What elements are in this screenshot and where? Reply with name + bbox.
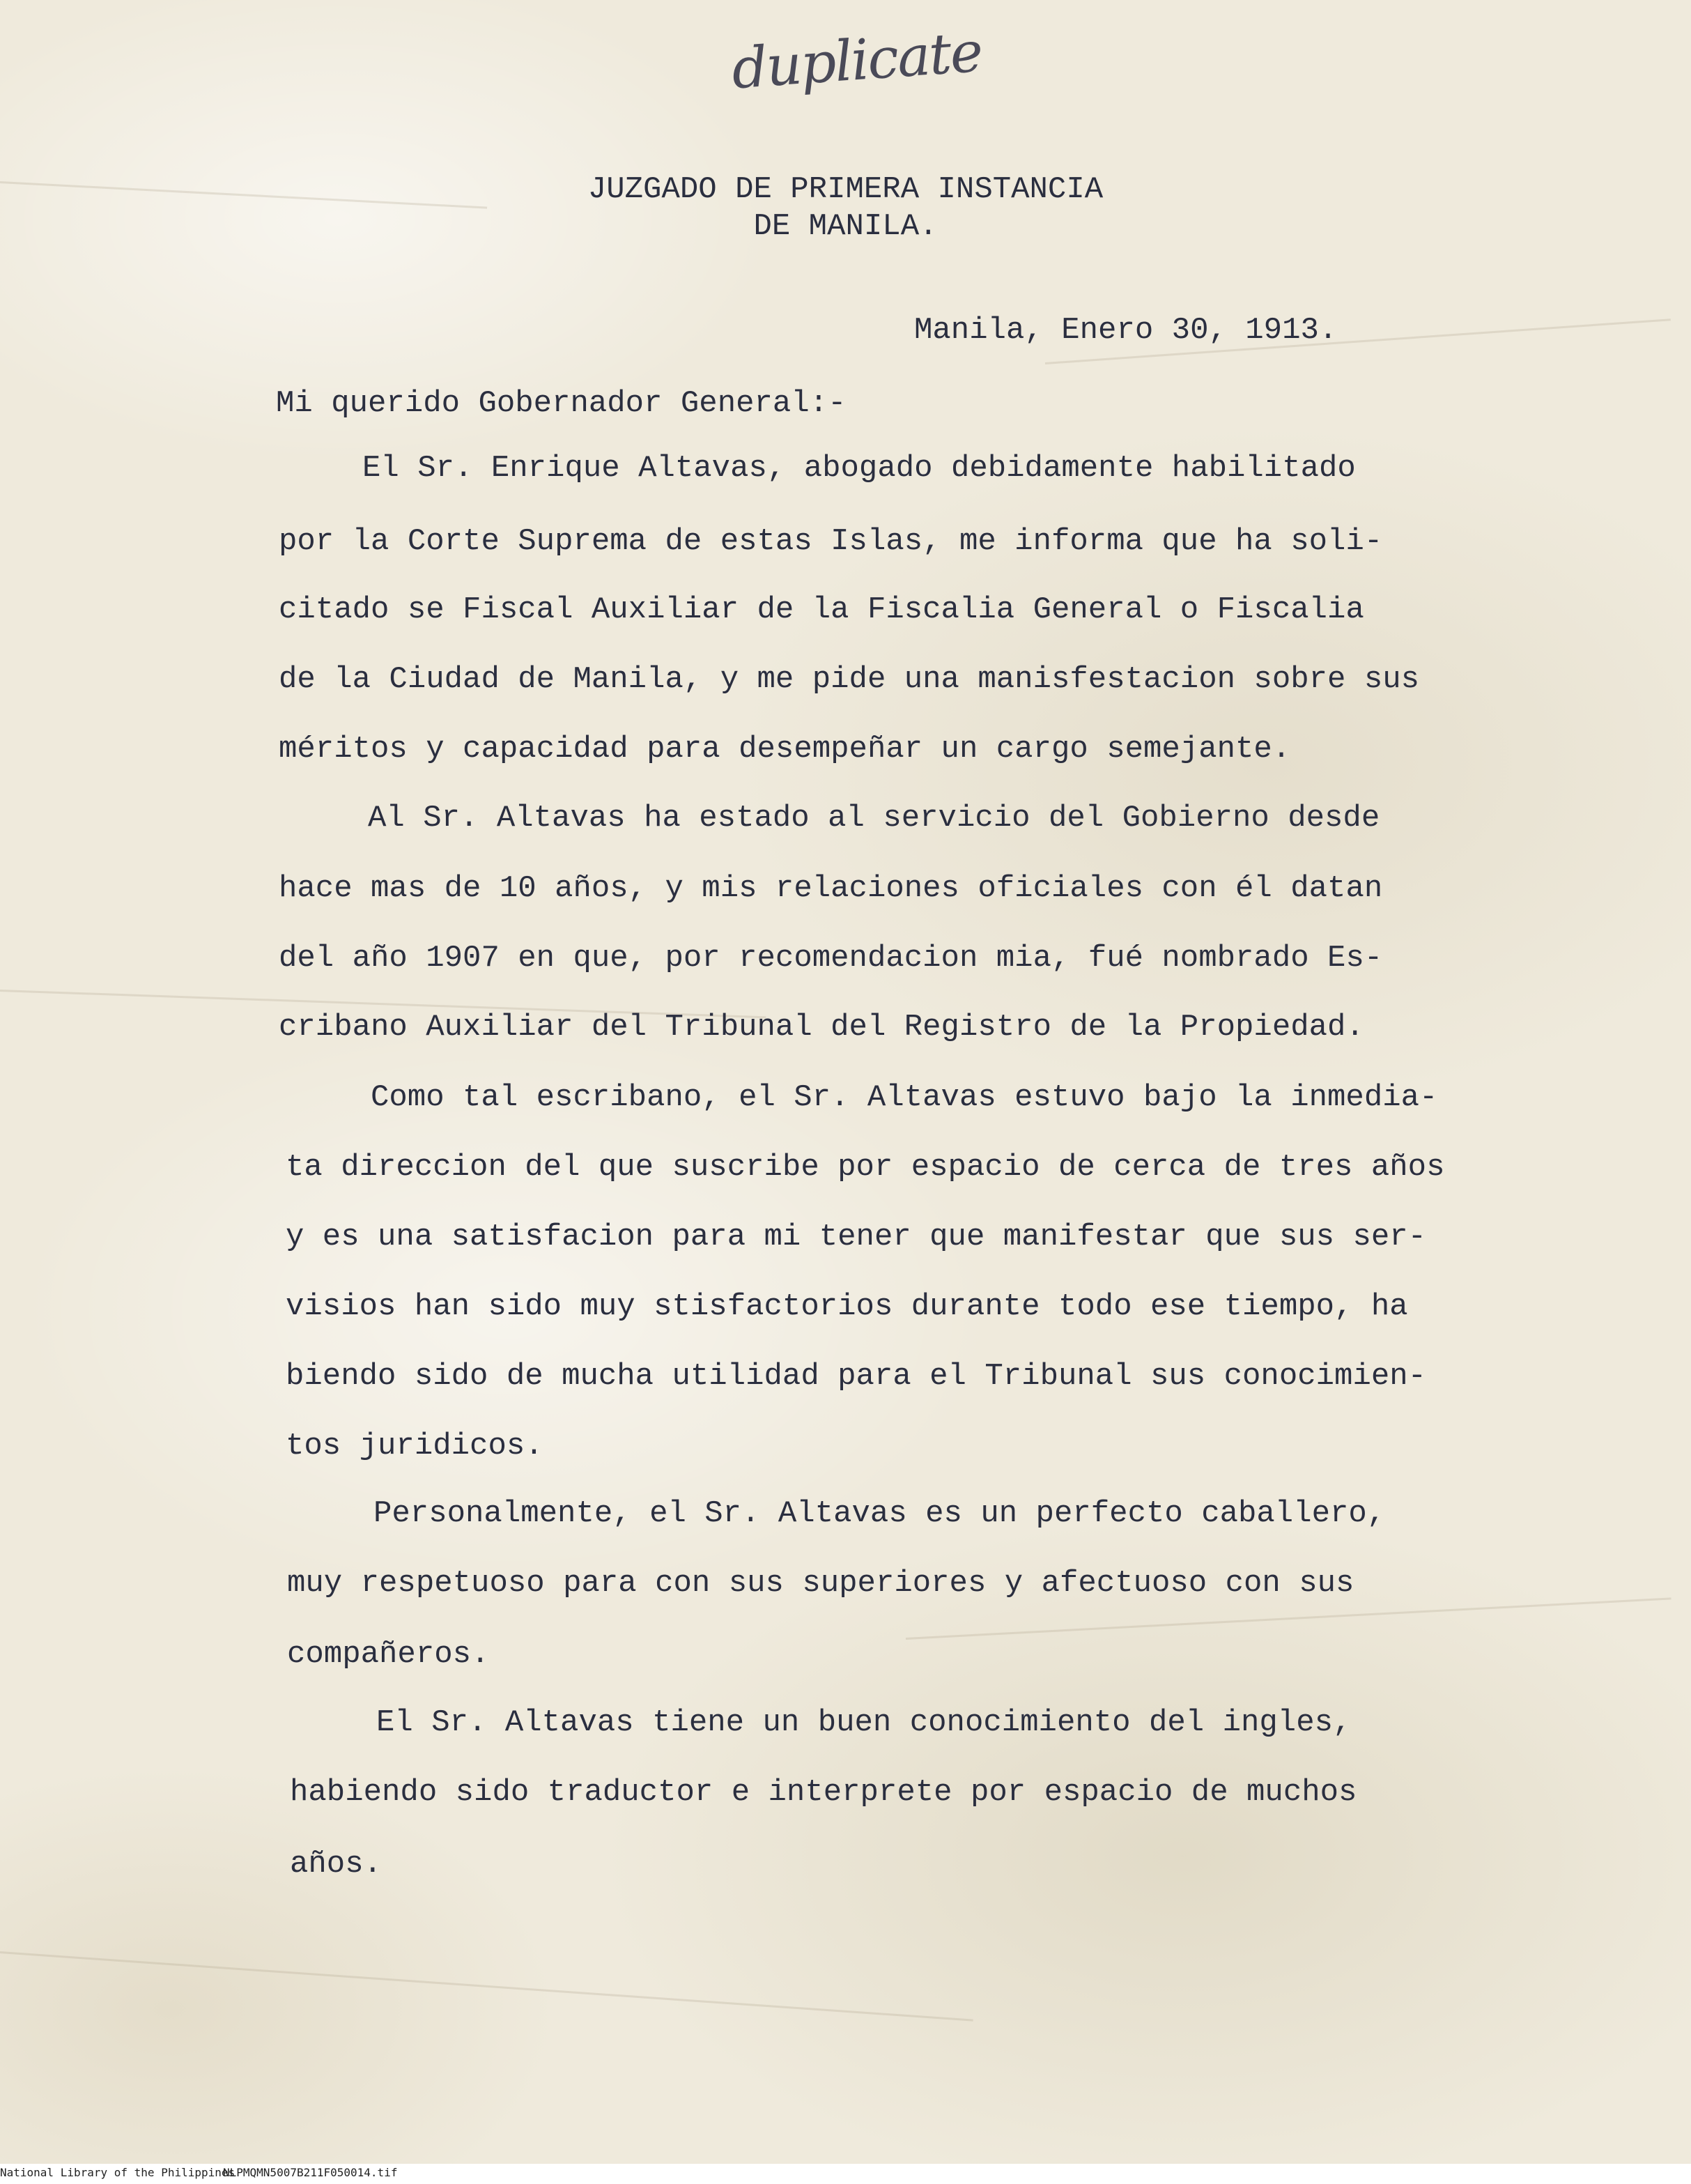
body-line: por la Corte Suprema de estas Islas, me informa que ha soli- (279, 524, 1383, 559)
body-line: citado se Fiscal Auxiliar de la Fiscalia General o Fiscalia (279, 592, 1364, 627)
body-line: El Sr. Enrique Altavas, abogado debidamente habilitado (362, 451, 1356, 486)
body-line: hace mas de 10 años, y mis relaciones oficiales con él datan (279, 871, 1383, 906)
footer-filename: NLPMQMN5007B211F050014.tif (223, 2166, 398, 2179)
letter-date: Manila, Enero 30, 1913. (914, 313, 1338, 348)
body-line: y es una satisfacion para mi tener que manifestar que sus ser- (286, 1220, 1427, 1254)
body-line: Como tal escribano, el Sr. Altavas estuvo bajo la inmedia- (371, 1080, 1438, 1115)
body-line: muy respetuoso para con sus superiores y afectuoso con sus (287, 1566, 1354, 1601)
body-line: tos juridicos. (286, 1429, 543, 1463)
court-header-city: DE MANILA. (753, 209, 938, 244)
court-header: JUZGADO DE PRIMERA INSTANCIA (587, 172, 1104, 207)
handwritten-annotation: duplicate (729, 19, 984, 102)
paper-crease (906, 1597, 1671, 1640)
body-line: Al Sr. Altavas ha estado al servicio del Gobierno desde (368, 801, 1380, 836)
body-line: habiendo sido traductor e interprete por espacio de muchos (290, 1775, 1357, 1810)
footer-source: National Library of the Philippines (0, 2166, 235, 2179)
body-line: del año 1907 en que, por recomendacion mia, fué nombrado Es- (279, 941, 1383, 976)
body-line: El Sr. Altavas tiene un buen conocimiento del ingles, (376, 1705, 1352, 1740)
salutation: Mi querido Gobernador General:- (276, 386, 847, 421)
body-line: compañeros. (287, 1637, 490, 1672)
body-line: visios han sido muy stisfactorios durante todo ese tiempo, ha (286, 1289, 1408, 1324)
body-line: ta direccion del que suscribe por espacio de cerca de tres años (286, 1150, 1445, 1185)
body-line: biendo sido de mucha utilidad para el Tribunal sus conocimien- (286, 1359, 1427, 1394)
body-line: años. (290, 1847, 383, 1882)
body-line: de la Ciudad de Manila, y me pide una manisfestacion sobre sus (279, 662, 1420, 697)
body-line: cribano Auxiliar del Tribunal del Registro de la Propiedad. (279, 1010, 1364, 1045)
body-line: méritos y capacidad para desempeñar un cargo semejante. (279, 732, 1291, 767)
paper-crease (0, 1951, 973, 2022)
body-line: Personalmente, el Sr. Altavas es un perfecto caballero, (373, 1496, 1386, 1531)
